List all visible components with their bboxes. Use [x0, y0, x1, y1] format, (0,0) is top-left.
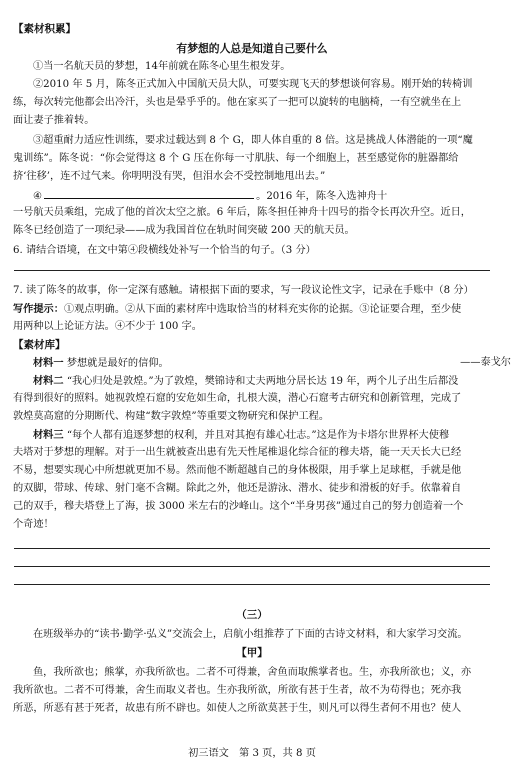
material-2-line3: 敦煌莫高窟的分期断代、构建“数字敦煌”等重要文物研究和保护工程。: [13, 411, 330, 422]
classic-text-line1: 鱼，我所欲也；熊掌，亦我所欲也。二者不可得兼，舍鱼而取熊掌者也。生，亦我所欲也；义，亦: [33, 667, 472, 678]
material-1-text: 梦想就是最好的信仰。: [66, 358, 169, 369]
q7-writing-tip-line1: [13, 302, 491, 317]
material-3-line4: 的双脚，带球、传球、射门毫不含糊。除此之外，他还是游泳、潜水、徒步和滑板的好手。依靠着自: [13, 483, 462, 494]
q7-answer-line-1[interactable]: [14, 548, 490, 549]
article-p4-line1: [13, 188, 511, 204]
article-p2-line3: 面让妻子推着转。: [13, 115, 95, 126]
material-2-label: 材料二: [33, 375, 64, 387]
material-1-source: ——泰戈尔: [460, 357, 511, 368]
material-3-line5: 己的双手，穆夫塔登上了海，拔 3000 米左右的沙峰山。这个“半身男孩”通过自己的努力创造着一个: [13, 501, 464, 512]
q7-answer-line-3[interactable]: [14, 584, 490, 585]
material-2-line2: 有得到很好的照料。她视敦煌石窟的安危如生命，扎根大漠，潜心石窟考古研究和创新管理，完成了: [13, 393, 462, 404]
material-3-line6: 个奇迹！: [13, 519, 54, 530]
article-p2-line1: ②2010 年 5 月，陈冬正式加入中国航天员大队，可要实现飞天的梦想谈何容易。刚开始的转椅训: [33, 79, 473, 90]
material-1-label: 材料一: [33, 357, 64, 369]
classic-text-line2: 我所欲也。二者不可得兼，舍生而取义者也。生亦我所欲，所欲有甚于生者，故不为苟得也；死亦我: [13, 685, 462, 696]
section-material-heading: 【素材积累】: [13, 23, 76, 35]
article-p3-line2: 鬼训练”。陈冬说：“你会觉得这 8 个 G 压在你每一寸肌肤、每一个细胞上，甚至感觉你的脏器都给: [13, 153, 459, 164]
material-2-text: “我心归处是敦煌。”为了敦煌，樊锦诗和丈夫两地分居长达 19 年，两个儿子出生后都没: [66, 376, 459, 387]
article-p4-line3: 陈冬已经创造了一项纪录——成为我国首位在轨时间突破 200 天的航天员。: [13, 225, 355, 236]
classic-text-line3: 所恶，所恶有甚于死者，故患有所不辟也。如使人之所欲莫甚于生，则凡可以得生者何不用也？使人: [13, 703, 462, 714]
material-2-line1: [13, 374, 511, 389]
material-1: [13, 356, 511, 371]
material-library-heading: 【素材库】: [13, 339, 66, 351]
article-title: 有梦想的人总是知道自己要什么: [176, 42, 328, 55]
material-3-line2: 夫塔对于梦想的理解。对于一出生就被查出患有先天性尾椎退化综合征的穆夫塔，能一天天长大已经: [13, 447, 462, 458]
material-3-text: “每个人都有追逐梦想的权利，并且对其抱有雄心壮志。”这是作为卡塔尔世界杯大使穆: [66, 430, 450, 441]
jia-heading: 【甲】: [236, 647, 268, 659]
section-3-heading: （三）: [236, 609, 268, 621]
article-p3-line1: ③超重耐力适应性训练，要求过载达到 8 个 G，即人体自重的 8 倍。这是挑战人体潜能的一项“魔: [33, 135, 473, 146]
fill-in-blank-line[interactable]: [44, 188, 254, 199]
question-7: 7. 读了陈冬的故事，你一定深有感触。请根据下面的要求，写一段议论性文字，记录在手账中（8 分）: [13, 285, 474, 296]
material-3-label: 材料三: [33, 429, 64, 441]
article-p4-line2: 一号航天员乘组，完成了他的首次太空之旅。6 年后，陈冬担任神舟十四号的指令长再次升空。近日，: [13, 207, 471, 218]
material-3-line1: [13, 428, 511, 443]
material-3-line3: 不易，想要实现心中所想就更加不易。然而他不断超越自己的身体极限，用手掌上足球框，手就是他: [13, 465, 462, 476]
article-p4-tail: 。2016 年，陈冬入选神舟十: [256, 191, 388, 202]
article-p3-line3: 挤‘往移’，连不过气来。你明明没有哭，但泪水会不受控制地甩出去。”: [13, 171, 326, 182]
q6-answer-line[interactable]: [14, 270, 490, 271]
page-footer: 初三语文 第 3 页，共 8 页: [188, 748, 316, 759]
q7-answer-line-2[interactable]: [14, 566, 490, 567]
section-3-intro: 在班级举办的“读书·勤学·弘义”交流会上，启航小组推荐了下面的古诗文材料，和大家学习交流。: [33, 629, 468, 640]
writing-tip-label: 写作提示：: [13, 303, 64, 315]
article-p1: ①当一名航天员的梦想，14年前就在陈冬心里生根发芽。: [33, 61, 291, 72]
writing-tip-text: ①观点明确。②从下面的素材库中选取恰当的材料充实你的论据。③论证要合理，至少使: [63, 304, 462, 315]
question-6: 6. 请结合语境，在文中第④段横线处补写一个恰当的句子。（3 分）: [13, 245, 316, 256]
article-p2-line2: 练，每次转完他都会出冷汗，头也是晕乎乎的。他在家买了一把可以旋转的电脑椅，一有空就坐在上: [13, 97, 462, 108]
q7-writing-tip-line2: 用两种以上论证方法。④不少于 100 字。: [13, 321, 202, 332]
article-p4-number: ④: [33, 191, 43, 202]
